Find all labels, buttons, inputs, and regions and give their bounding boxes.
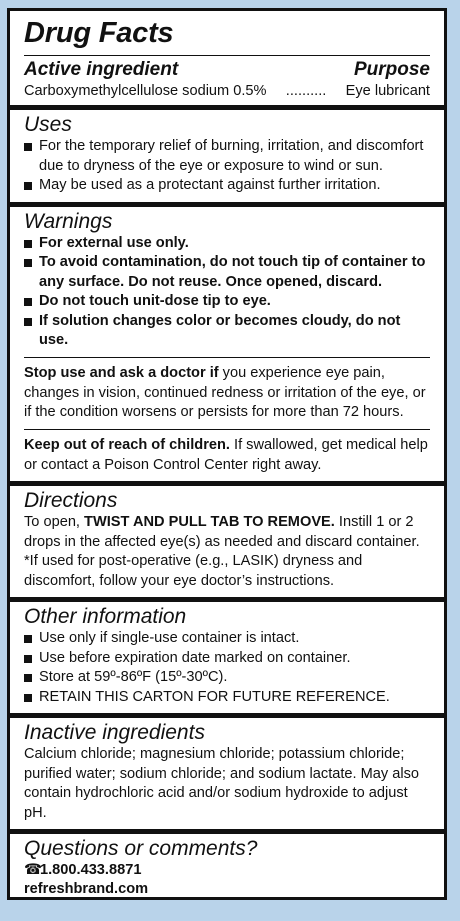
phone-number[interactable]: 1.800.433.8871 xyxy=(40,862,142,878)
stop-use-body: you experience eye pain, changes in vision, continued redness or irritation of the eye, or if the condition worsens or persists for more than 72 hours. xyxy=(24,365,426,420)
drug-facts-title: Drug Facts xyxy=(24,17,430,56)
other-information-heading: Other information xyxy=(24,605,187,628)
stop-use-block xyxy=(24,358,430,429)
list-item: Use before expiration date marked on container. xyxy=(24,649,430,669)
inactive-ingredients-section xyxy=(10,721,444,829)
list-item: Do not touch unit-dose tip to eye. xyxy=(24,292,430,312)
directions-post: Instill 1 or 2 drops in the affected eye(s) as needed and discard container. xyxy=(24,514,420,550)
active-ingredient-heading: Active ingredient xyxy=(24,59,179,80)
active-ingredient-name: Carboxymethylcellulose sodium 0.5% xyxy=(24,83,267,99)
uses-heading: Uses xyxy=(24,113,72,136)
list-item: To avoid contamination, do not touch tip of container to any surface. Do not reuse. Once opened, discard. xyxy=(24,253,430,292)
questions-heading: Questions or comments? xyxy=(24,837,258,860)
section-divider xyxy=(10,597,444,602)
section-divider xyxy=(10,202,444,207)
directions-note: *If used for post-operative (e.g., LASIK) dryness and discomfort, follow your eye doctor’s instructions. xyxy=(24,553,363,589)
list-item: May be used as a protectant against further irritation. xyxy=(24,176,430,196)
warnings-list xyxy=(24,234,430,357)
section-divider xyxy=(10,105,444,110)
list-item: Store at 59º-86ºF (15º-30ºC). xyxy=(24,668,430,688)
directions-heading: Directions xyxy=(24,489,118,512)
warnings-section xyxy=(10,210,444,482)
keep-out-lead: Keep out of reach of children. xyxy=(24,437,230,453)
inactive-ingredients-heading: Inactive ingredients xyxy=(24,721,205,744)
keep-out-text xyxy=(24,436,430,475)
leader-dots: .......... xyxy=(285,83,327,99)
keep-out-body: If swallowed, get medical help or contact a Poison Control Center right away. xyxy=(24,437,428,473)
uses-section xyxy=(10,113,444,202)
directions-bold: TWIST AND PULL TAB TO REMOVE. xyxy=(84,514,335,530)
other-information-section xyxy=(10,605,444,713)
keep-out-block xyxy=(24,430,430,481)
directions-pre: To open, xyxy=(24,514,85,530)
list-item: Use only if single-use container is intact. xyxy=(24,629,430,649)
section-divider xyxy=(10,829,444,834)
warnings-heading: Warnings xyxy=(24,209,113,233)
list-item: For the temporary relief of burning, irritation, and discomfort due to dryness of the eye or exposure to wind or sun. xyxy=(24,137,430,176)
inactive-ingredients-text: Calcium chloride; magnesium chloride; potassium chloride; purified water; sodium chloride; and sodium lactate. May also contain hydrochloric acid and/or sodium hydroxide to adjust pH. xyxy=(24,746,420,821)
phone-line xyxy=(24,861,430,880)
active-ingredient-header xyxy=(24,59,430,81)
list-item: RETAIN THIS CARTON FOR FUTURE REFERENCE. xyxy=(24,688,430,708)
list-item: For external use only. xyxy=(24,234,430,254)
uses-list xyxy=(24,137,430,196)
active-ingredient-row xyxy=(24,81,430,101)
stop-use-lead: Stop use and ask a doctor if xyxy=(24,365,219,381)
section-divider xyxy=(10,481,444,486)
purpose-heading: Purpose xyxy=(353,59,430,80)
phone-icon: ☎ xyxy=(24,862,43,878)
stop-use-text xyxy=(24,364,430,423)
list-item: If solution changes color or becomes cloudy, do not use. xyxy=(24,312,430,351)
questions-section xyxy=(10,837,444,899)
directions-text xyxy=(24,513,430,552)
active-ingredient-purpose: Eye lubricant xyxy=(345,83,430,99)
other-information-list xyxy=(24,629,430,707)
directions-section xyxy=(10,489,444,597)
drug-facts-panel xyxy=(7,8,447,900)
section-divider xyxy=(10,713,444,718)
website-link[interactable]: refreshbrand.com xyxy=(24,881,149,897)
